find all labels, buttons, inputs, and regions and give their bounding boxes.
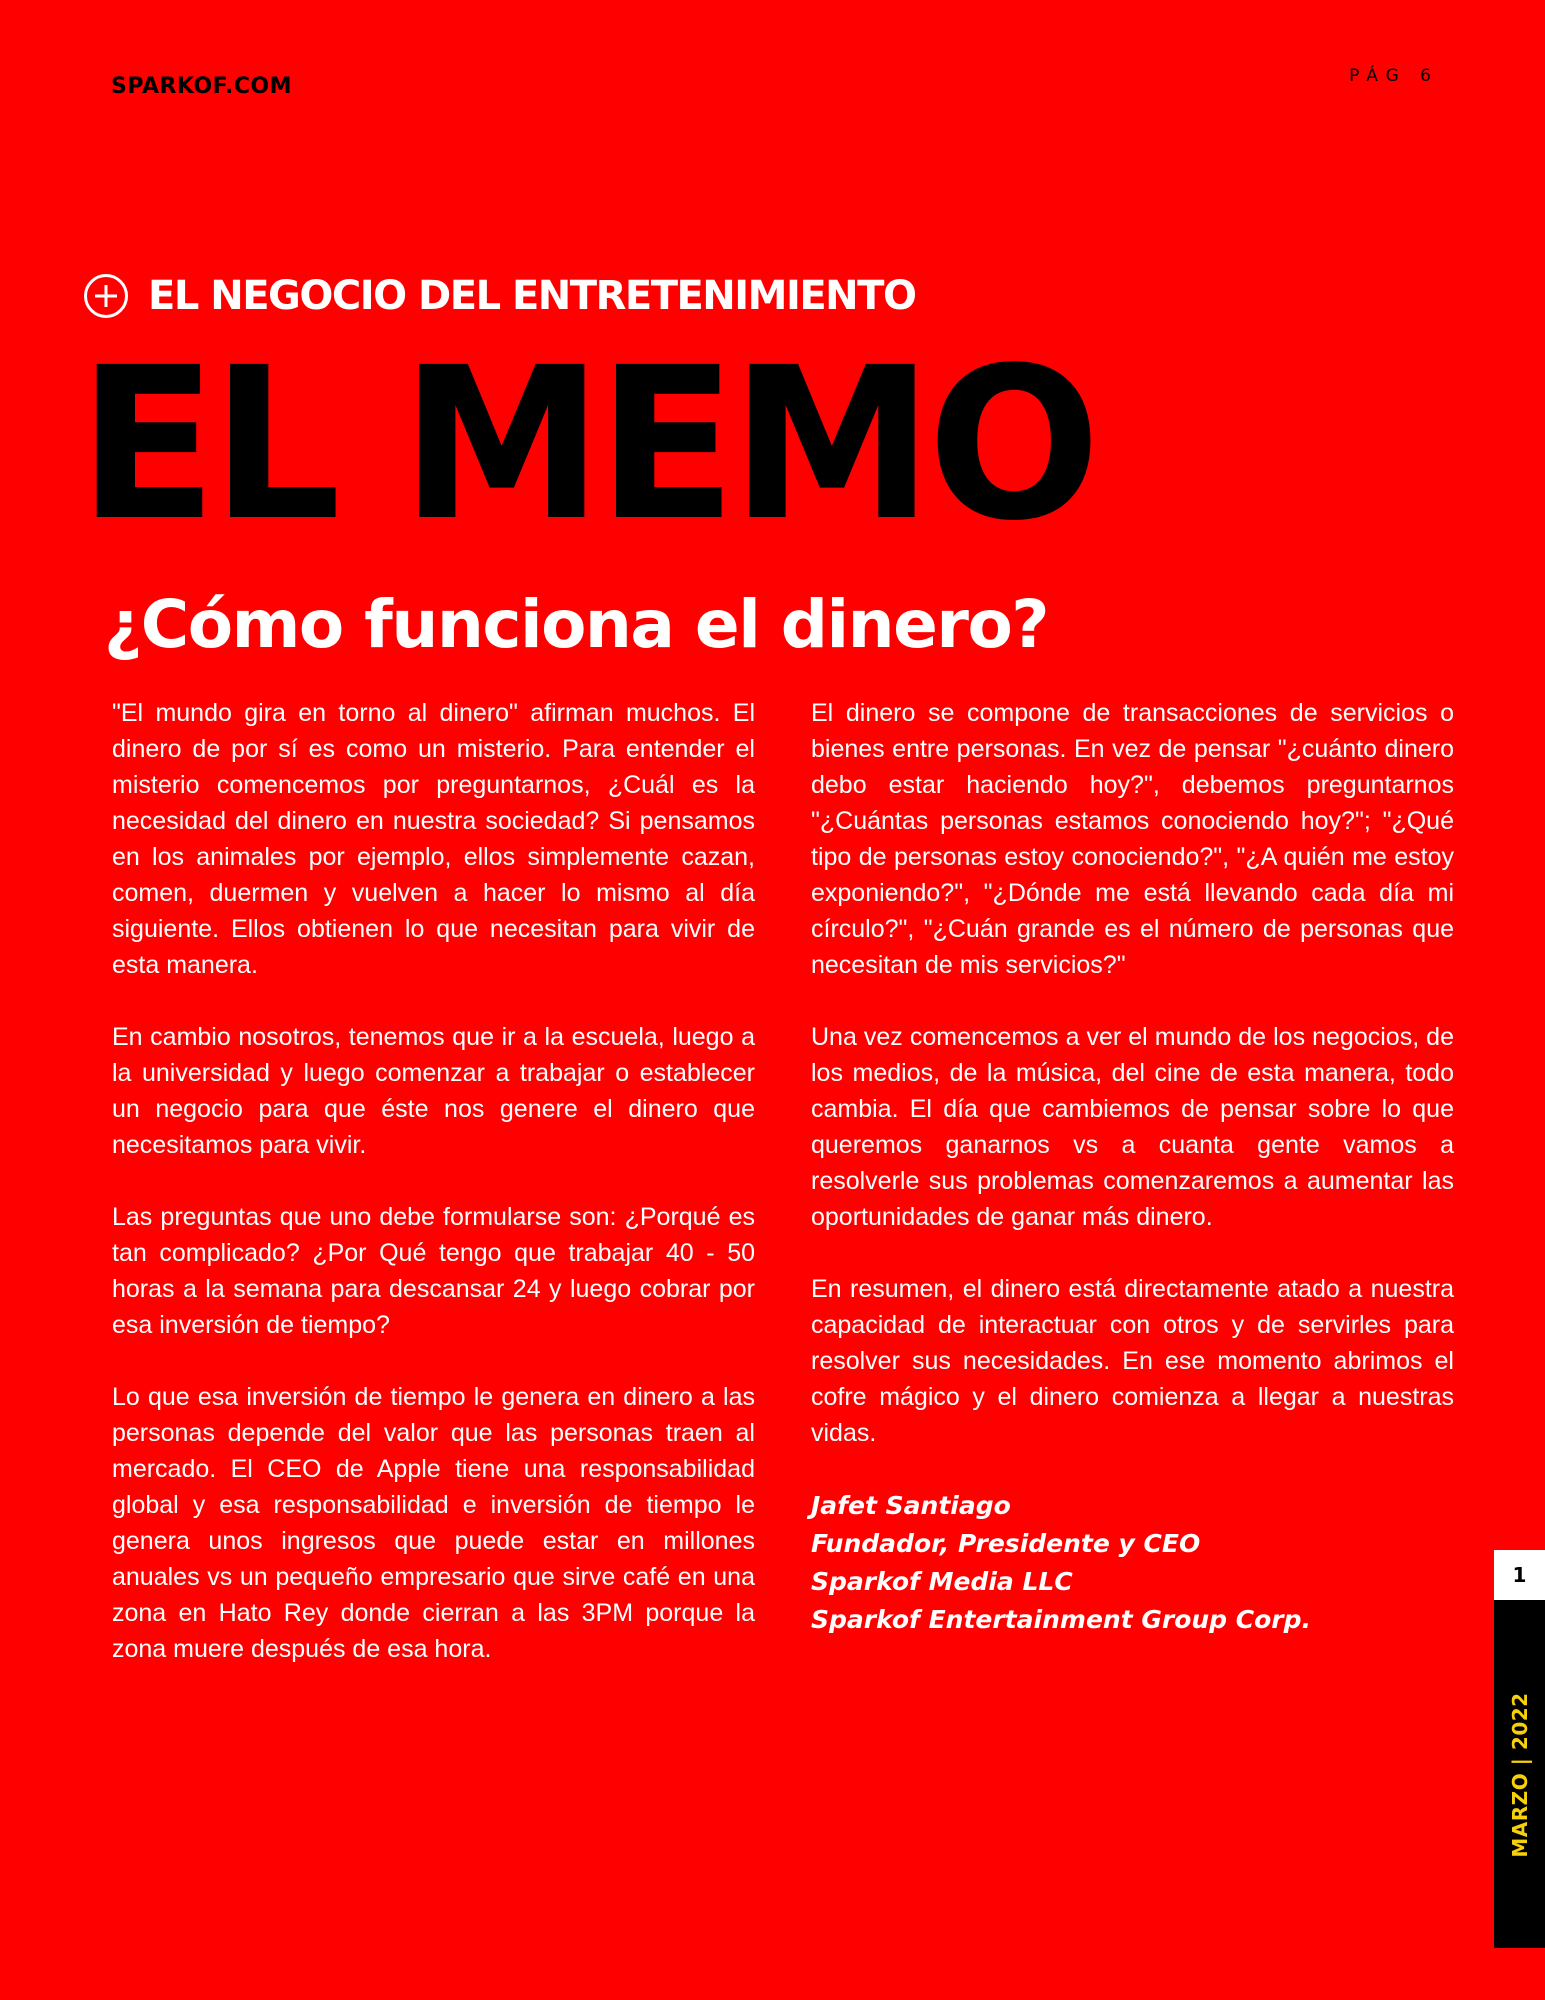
paragraph: Lo que esa inversión de tiempo le genera en dinero a las personas depende del valor que las personas traen al mercado. El CEO de Apple tiene una responsabilidad global y esa responsabilidad e inversión de tiempo le genera unos ingresos que puede estar en millones anuales vs un pequeño empresario que sirve café en una zona en Hato Rey donde cierran a las 3PM porque la zona muere después de esa hora. — [112, 1383, 755, 1663]
issue-date: MARZO | 2022 — [1507, 1692, 1532, 1858]
paragraph: En cambio nosotros, tenemos que ir a la escuela, luego a la universidad y luego comenzar a trabajar o establecer un negocio para que éste nos genere el dinero que necesitamos para vivir. — [112, 1023, 755, 1159]
issue-number: 1 — [1494, 1550, 1545, 1600]
site-name: SPARKOF.COM — [111, 74, 293, 99]
paragraph: Una vez comencemos a ver el mundo de los negocios, de los medios, de la música, del cine de esta manera, todo cambia. El día que cambiemos de pensar sobre lo que queremos ganarnos vs a cuanta gente vamos a resolverle sus problemas comenzaremos a aumentar las oportunidades de ganar más dinero. — [811, 1023, 1454, 1231]
left-column — [112, 695, 755, 1703]
signature-name: Jafet Santiago — [811, 1491, 1011, 1520]
page-title: EL MEMO — [78, 322, 1095, 567]
article-subtitle: ¿Cómo funciona el dinero? — [104, 586, 1049, 663]
paragraph: "El mundo gira en torno al dinero" afirman muchos. El dinero de por sí es como un misterio. Para entender el misterio comencemos por preguntarnos, ¿Cuál es la necesidad del dinero en nuestra sociedad? Si pensamos en los animales por ejemplo, ellos simplemente cazan, comen, duermen y vuelven a hacer lo mismo al día siguiente. Ellos obtienen lo que necesitan para vivir de esta manera. — [112, 699, 755, 979]
signature — [811, 1487, 1454, 1639]
signature-role: Fundador, Presidente y CEO — [811, 1529, 1201, 1558]
paragraph: Las preguntas que uno debe formularse son: ¿Porqué es tan complicado? ¿Por Qué tengo que trabajar 40 - 50 horas a la semana para descansar 24 y luego cobrar por esa inversión de tiempo? — [112, 1203, 755, 1339]
side-tab — [1494, 1550, 1545, 1948]
paragraph: El dinero se compone de transacciones de servicios o bienes entre personas. En vez de pensar "¿cuánto dinero debo estar haciendo hoy?", debemos preguntarnos "¿Cuántas personas estamos conociendo hoy?"; "¿Qué tipo de personas estoy conociendo?", "¿A quién me estoy exponiendo?", "¿Dónde me está llevando cada día mi círculo?", "¿Cuán grande es el número de personas que necesitan de mis servicios?" — [811, 699, 1454, 979]
right-column — [811, 695, 1454, 1639]
page-number: PÁG 6 — [1349, 66, 1439, 86]
paragraph: En resumen, el dinero está directamente atado a nuestra capacidad de interactuar con otros y de servirles para resolver sus necesidades. En ese momento abrimos el cofre mágico y el dinero comienza a llegar a nuestras vidas. — [811, 1275, 1454, 1447]
signature-company: Sparkof Media LLC — [811, 1567, 1073, 1596]
section-title: EL NEGOCIO DEL ENTRETENIMIENTO — [148, 273, 916, 319]
plus-circle-icon — [84, 274, 128, 318]
signature-group: Sparkof Entertainment Group Corp. — [811, 1605, 1312, 1634]
section-heading — [84, 273, 915, 319]
